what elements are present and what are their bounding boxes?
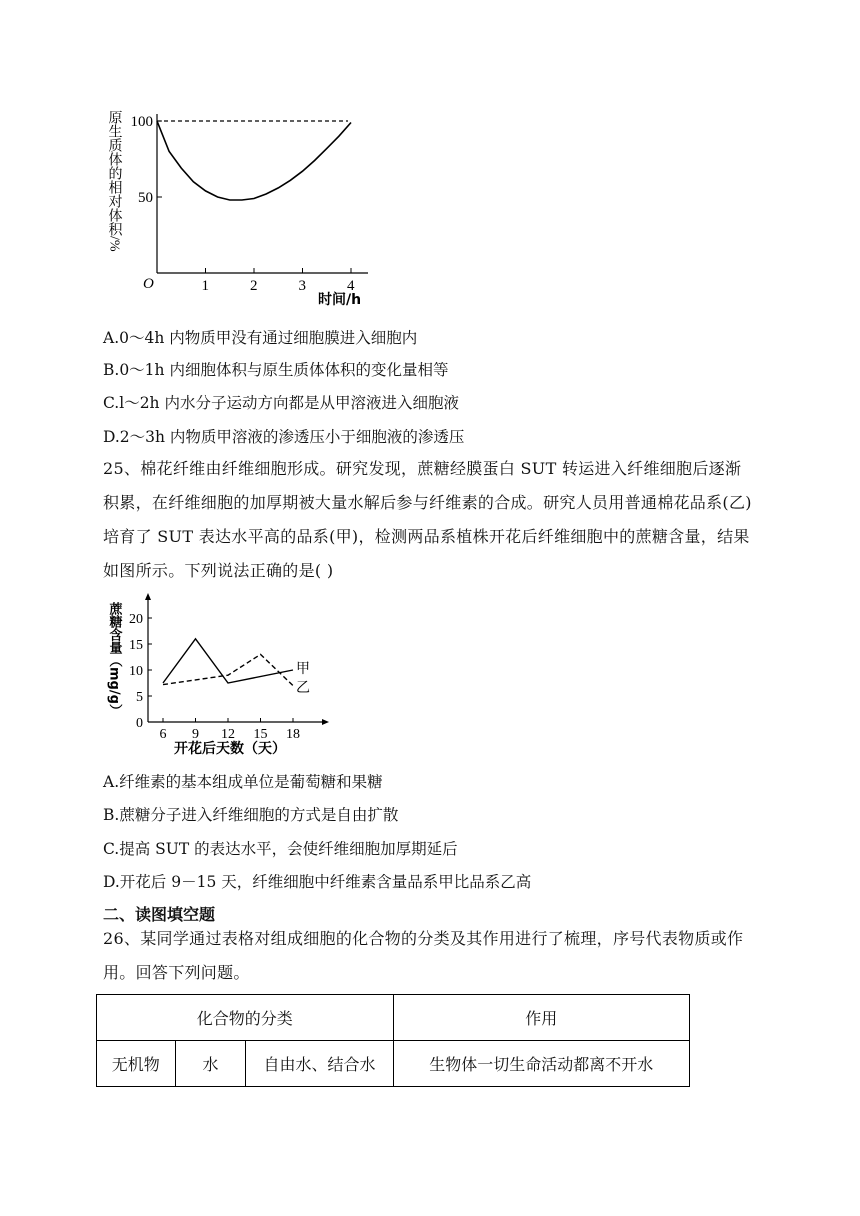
cell-water: 水 [175,1041,246,1087]
x-tick-label: 12 [221,727,235,742]
origin-label: O [143,276,154,292]
legend-yi: 乙 [296,681,310,696]
y-tick-label: 0 [136,716,143,731]
q24-option-b: B.0～1h 内细胞体积与原生质体体积的变化量相等 [103,361,449,379]
cell-water-types: 自由水、结合水 [246,1041,393,1087]
series-jia-line [163,639,293,683]
q25-option-d: D.开花后 9－15 天，纤维细胞中纤维素含量品系甲比品系乙高 [103,873,532,891]
q26-stem: 26、某同学通过表格对组成细胞的化合物的分类及其作用进行了梳理，序号代表物质或作用。回答下列问题。 [103,929,744,982]
header-classification: 化合物的分类 [97,995,394,1041]
series-yi-line [163,654,293,685]
x-axis-label: 开花后天数（天） [174,741,286,757]
compound-classification-table [96,994,690,1087]
x-tick-label: 15 [253,727,268,742]
sucrose-content-chart [100,588,340,763]
q25-stem: 25、棉花纤维由纤维细胞形成。研究发现，蔗糖经膜蛋白 SUT 转运进入纤维细胞后逐渐积累，在纤维细胞的加厚期被大量水解后参与纤维素的合成。研究人员用普通棉花品系(乙)培育了 SUT 表达水平高的品系(甲)，检测两品系植株开花后纤维细胞中的蔗糖含量，结果如图所示。下列说法正确的是( ) [103,459,752,580]
y-tick-label: 5 [136,690,143,705]
x-tick-label: 18 [286,727,300,742]
y-tick-label: 10 [129,664,143,679]
q25-option-b: B.蔗糖分子进入纤维细胞的方式是自由扩散 [103,806,399,824]
x-axis-arrow [322,719,329,725]
x-tick-label: 2 [250,278,258,294]
q24-option-c: C.l～2h 内水分子运动方向都是从甲溶液进入细胞液 [103,394,459,412]
y-axis-label: 蔗糖含量（mg/g） [106,602,122,717]
cell-water-function: 生物体一切生命活动都离不开水 [393,1041,689,1087]
cell-inorganic: 无机物 [97,1041,176,1087]
q24-option-d: D.2～3h 内物质甲溶液的渗透压小于细胞液的渗透压 [103,428,465,446]
x-tick-label: 4 [347,278,355,294]
protoplast-volume-curve [157,121,351,200]
protoplast-volume-chart [100,100,390,315]
y-tick-label: 20 [129,612,143,627]
section-heading: 二、读图填空题 [103,905,216,924]
header-function: 作用 [393,995,689,1041]
x-tick-label: 6 [159,727,167,742]
table-header-row [97,995,690,1041]
q24-option-a: A.0～4h 内物质甲没有通过细胞膜进入细胞内 [103,329,418,347]
q25-option-a: A.纤维素的基本组成单位是葡萄糖和果糖 [103,773,383,791]
legend-jia: 甲 [296,662,310,677]
y-tick-label: 15 [129,638,143,653]
x-tick-label: 3 [298,278,306,294]
y-axis-arrow [145,593,151,600]
table-row [97,1041,690,1087]
x-axis-label: 时间/h [318,292,362,308]
x-tick-label: 1 [201,278,209,294]
q25-option-c: C.提高 SUT 的表达水平，会使纤维细胞加厚期延后 [103,840,458,858]
x-tick-label: 9 [192,727,199,742]
y-tick-label: 100 [130,114,153,130]
y-axis-label: 原生质体的相对体积/% [106,110,122,252]
y-tick-label: 50 [138,190,153,206]
